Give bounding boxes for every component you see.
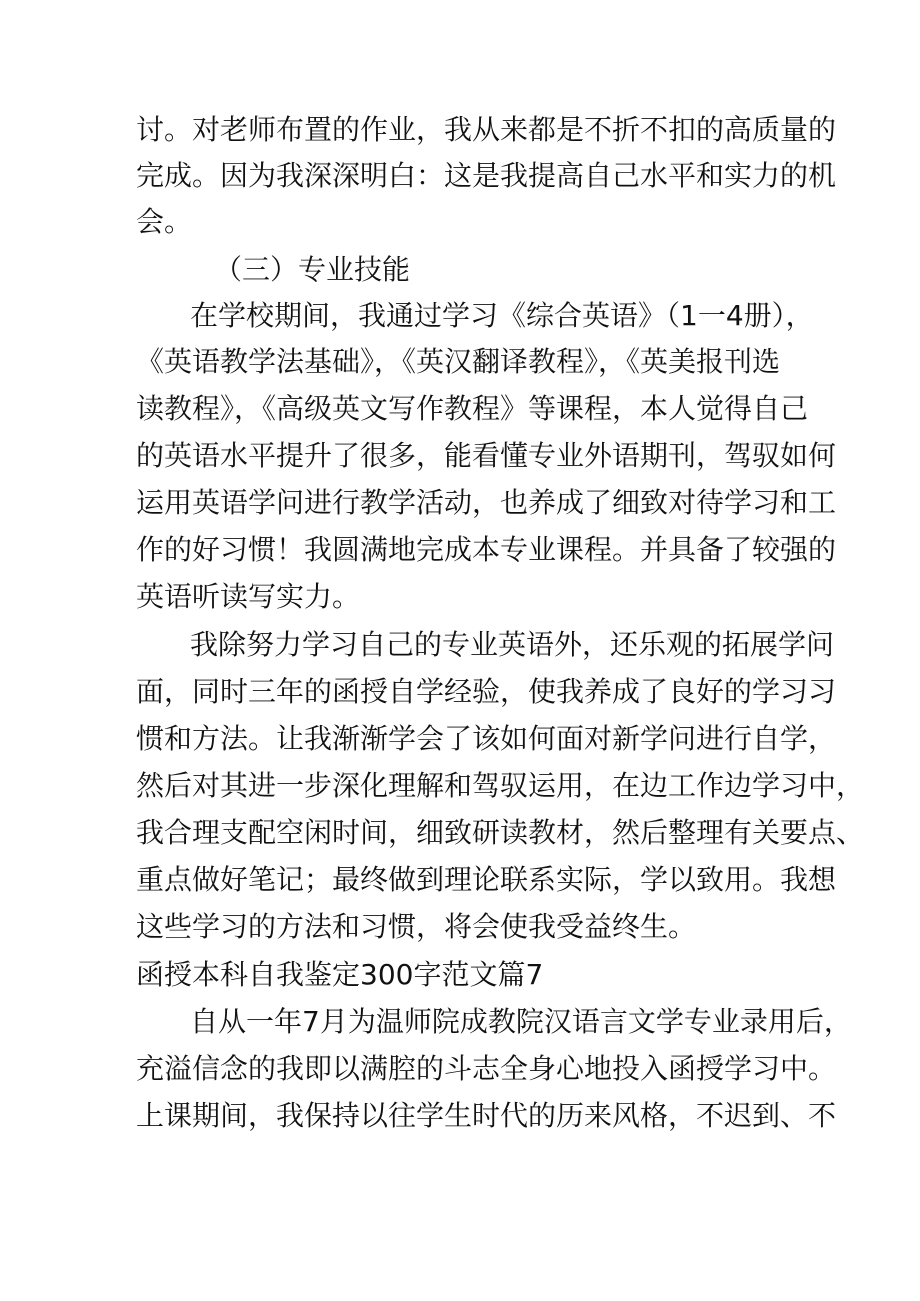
text-line-8: 的英语水平提升了很多，能看懂专业外语期刊，驾驭如何 (136, 439, 837, 472)
paragraph-start-2: 我除努力学习自己的专业英语外，还乐观的拓展学问 (190, 628, 835, 661)
text-line-6: 《英语教学法基础》，《英汉翻译教程》，《英美报刊选 (136, 345, 781, 378)
text-line-3: 会。 (136, 205, 193, 238)
text-line-16: 我合理支配空闲时间，细致研读教材，然后整理有关要点、 (136, 816, 865, 849)
text-line-2: 完成。因为我深深明白：这是我提高自己水平和实力的机 (136, 159, 837, 192)
text-line-17: 重点做好笔记；最终做到理论联系实际，学以致用。我想 (136, 863, 837, 896)
text-line-11: 英语听读写实力。 (136, 580, 361, 613)
text-line-1: 讨。对老师布置的作业，我从来都是不折不扣的高质量的 (136, 113, 837, 146)
text-line-7: 读教程》，《高级英文写作教程》等课程，本人觉得自己 (136, 392, 809, 425)
paragraph-start-1: 在学校期间，我通过学习《综合英语》（1一4册）， (190, 299, 814, 332)
text-line-18: 这些学习的方法和习惯，将会使我受益终生。 (136, 910, 697, 943)
text-line-9: 运用英语学问进行教学活动，也养成了细致对待学习和工 (136, 486, 837, 519)
text-line-15: 然后对其进一步深化理解和驾驭运用，在边工作边学习中， (136, 769, 865, 802)
text-line-22: 上课期间，我保持以往学生时代的历来风格，不迟到、不 (136, 1099, 837, 1132)
paragraph-start-3: 自从一年7月为温师院成教院汉语言文学专业录用后， (190, 1005, 852, 1038)
section-heading: （三）专业技能 (214, 253, 411, 286)
text-line-21: 充溢信念的我即以满腔的斗志全身心地投入函授学习中。 (136, 1052, 837, 1085)
article-title: 函授本科自我鉴定300字范文篇7 (136, 958, 544, 991)
text-line-10: 作的好习惯！我圆满地完成本专业课程。并具备了较强的 (136, 533, 837, 566)
text-line-13: 面，同时三年的函授自学经验，使我养成了良好的学习习 (136, 675, 837, 708)
text-line-14: 惯和方法。让我渐渐学会了该如何面对新学问进行自学， (136, 722, 837, 755)
